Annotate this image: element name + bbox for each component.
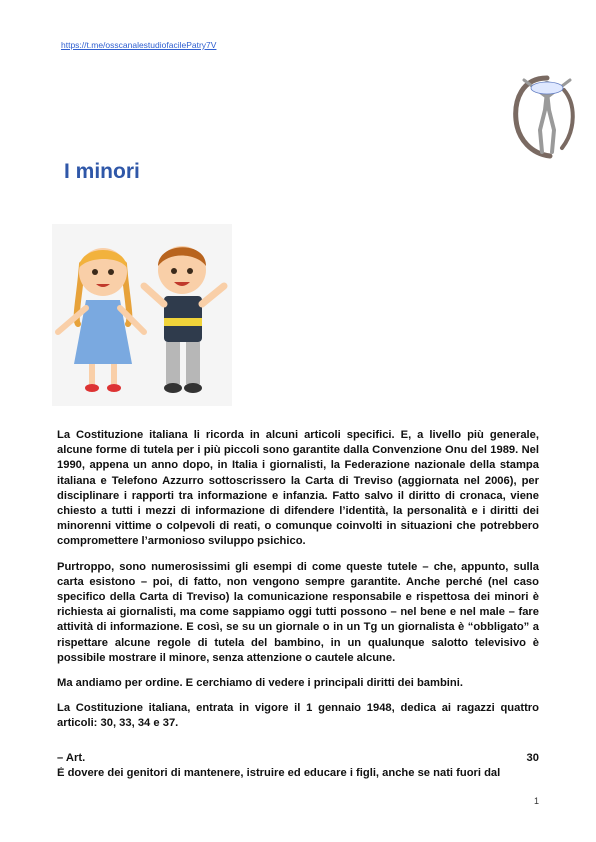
article-label: – Art.: [57, 752, 86, 764]
page-number: 1: [534, 796, 540, 806]
paragraph-4: La Costituzione italiana, entrata in vigore il 1 gennaio 1948, dedica ai ragazzi quattro articoli: 30, 33, 34 e 37.: [57, 702, 539, 730]
article-heading: [57, 752, 539, 764]
article-number: 30: [526, 752, 539, 764]
paragraph-1: La Costituzione italiana li ricorda in alcuni articoli specifici. E, a livello più generale, alcune forme di tutela per i più piccoli sono garantite dalla Convenzione Onu del 1989. Nel 1990, appena un anno dopo, in Italia i giornalisti, la Federazione nazionale della stampa italiana e Telefono Azzurro sottoscrissero la Carta di Treviso (aggiornata nel 2006), per disciplinare i rapporti tra informazione e infanzia. Fatto salvo il diritto di cronaca, viene chiesto a tutti i mezzi di informazione di difendere l’identità, la personalità e i diritti dei minorenni vittime o colpevoli di reati, o comunque coinvolti in situazioni che potrebbero compromettere l’armonioso sviluppo psichico.: [57, 429, 539, 548]
paragraph-3: Ma andiamo per ordine. E cerchiamo di vedere i principali diritti dei bambini.: [57, 677, 463, 690]
page-title: I minori: [64, 160, 140, 183]
figure-circle-logo-icon: [512, 70, 582, 160]
article-text: È dovere dei genitori di mantenere, istruire ed educare i figli, anche se nati fuori dal: [57, 767, 501, 779]
paragraph-2: Purtroppo, sono numerosissimi gli esempi di come queste tutele – che, appunto, sulla carta esistono – poi, di fatto, non vengono sempre garantite. Anche perché (nel caso specifico della Carta di Treviso) la comunicazione responsabile e rispettosa dei minori è richiesta ai giornalisti, ma come sappiamo oggi tutti possono – nel bene e nel male – fare attività di informazione. E così, se su un giornale o in un Tg un giornalista è “obbligato” a rispettare alcune regole di tutela del bambino, in un qualunque salotto televisivo è possibile mostrare il minore, senza attenzione o cautele alcune.: [57, 560, 539, 664]
header-link[interactable]: https://t.me/osscanalestudiofacilePatry7V: [61, 40, 217, 50]
two-children-illustration: [52, 224, 232, 406]
body-text: [57, 428, 539, 742]
